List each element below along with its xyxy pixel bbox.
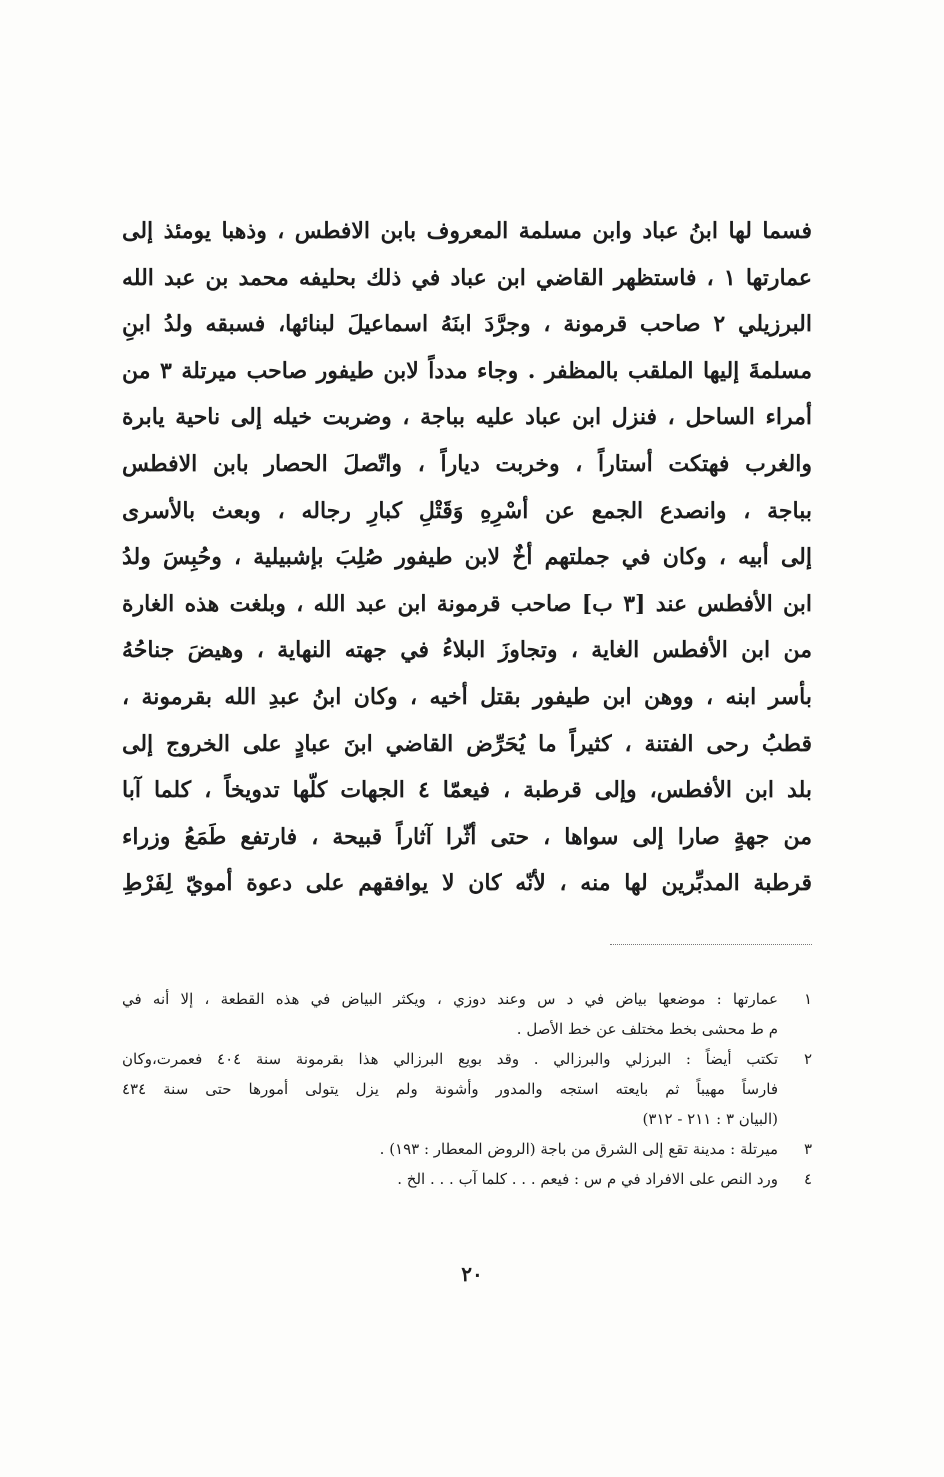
text-line: أمراء الساحل ، فنزل ابن عباد عليه بباجة ، وضربت خيله إلى ناحية يابرة [122,404,812,431]
footnote-separator [610,944,812,945]
footnote-line: تكتب أيضاً : البرزلي والبرزالي . وقد بويع البرزالي هذا بقرمونة سنة ٤٠٤ فعمرت،وكان [122,1050,778,1068]
text-line: البرزيلي ٢ صاحب قرمونة ، وجرَّدَ ابنَهُ اسماعيلَ لبنائها، فسبقه ولدُ ابنِ [122,311,812,338]
footnote-line: م ط محشى بخط مختلف عن خط الأصل . [516,1020,778,1038]
text-line: إلى أبيه ، وكان في جملتهم أخٌ لابن طيفور صُلِبَ بإشبيلية ، وحُبِسَ ولدُ [122,544,812,571]
footnote-number: ٤ [803,1170,812,1188]
footnote-number: ١ [803,990,812,1008]
text-line: عمارتها ١ ، فاستظهر القاضي ابن عباد في ذلك بحليفه محمد بن عبد الله [122,264,812,291]
footnote-line: (البيان ٣ : ٢١١ - ٣١٢) [642,1110,778,1128]
text-line: بباجة ، وانصدع الجمع عن أسْرِهِ وَقَتْلِ كبارِ رجاله ، وبعث بالأسرى [122,497,812,524]
footnote-number: ٢ [803,1050,812,1068]
text-line: من جهةٍ صارا إلى سواها ، حتى أثّرا آثاراً قبيحة ، فارتفع طَمَعُ وزراء [122,823,812,850]
text-line: والغرب فهتكت أستاراً ، وخربت دياراً ، واتّصلَ الحصار بابن الافطس [122,450,812,477]
text-line: بلد ابن الأفطس، وإلى قرطبة ، فيعمّا ٤ الجهات كلّها تدويخاً ، كلما آبا [122,777,812,804]
page-number: ٢٠ [461,1262,483,1286]
footnotes [122,984,812,1194]
footnote-line: ميرتلة : مدينة تقع إلى الشرق من باجة (الروض المعطار : ١٩٣) . [379,1140,778,1158]
footnote-2 [122,1044,812,1134]
text-line: مسلمةَ إليها الملقب بالمظفر . وجاء مدداً لابن طيفور صاحب ميرتلة ٣ من [122,357,812,384]
footnote-number: ٣ [803,1140,812,1158]
footnote-3 [122,1134,812,1164]
main-text [122,208,812,907]
footnote-line: فارساً مهيباً ثم بايعته استجه والمدور وأشونة ولم يزل يتولى أمورها حتى سنة ٤٣٤ [122,1080,778,1098]
text-line: فسما لها ابنُ عباد وابن مسلمة المعروف بابن الافطس ، وذهبا يومئذ إلى [122,218,812,244]
footnote-line: عمارتها : موضعها بياض في د س وعند دوزي ، ويكثر البياض في هذه القطعة ، إلا أنه في [122,990,778,1008]
text-line: قرطبة المدبِّرين لها منه ، لأنّه كان لا يوافقهم على دعوة أمويّ لِفَرْطِ [122,870,812,897]
footnote-1 [122,984,812,1044]
text-line: ابن الأفطس عند [٣ ب] صاحب قرمونة ابن عبد الله ، وبلغت هذه الغارة [122,590,812,617]
footnote-4 [122,1164,812,1194]
text-line: بأسر ابنه ، ووهن ابن طيفور بقتل أخيه ، وكان ابنُ عبدِ الله بقرمونة ، [122,683,812,710]
footnote-line: ورد النص على الافراد في م س : فيعم . . . كلما آب . . . الخ . [397,1170,778,1188]
text-line: من ابن الأفطس الغاية ، وتجاوزَ البلاءُ في جهته النهاية ، وهيضَ جناحُهُ [122,637,812,664]
text-line: قطبُ رحى الفتنة ، كثيراً ما يُحَرِّض القاضي ابنَ عبادٍ على الخروج إلى [122,730,812,757]
